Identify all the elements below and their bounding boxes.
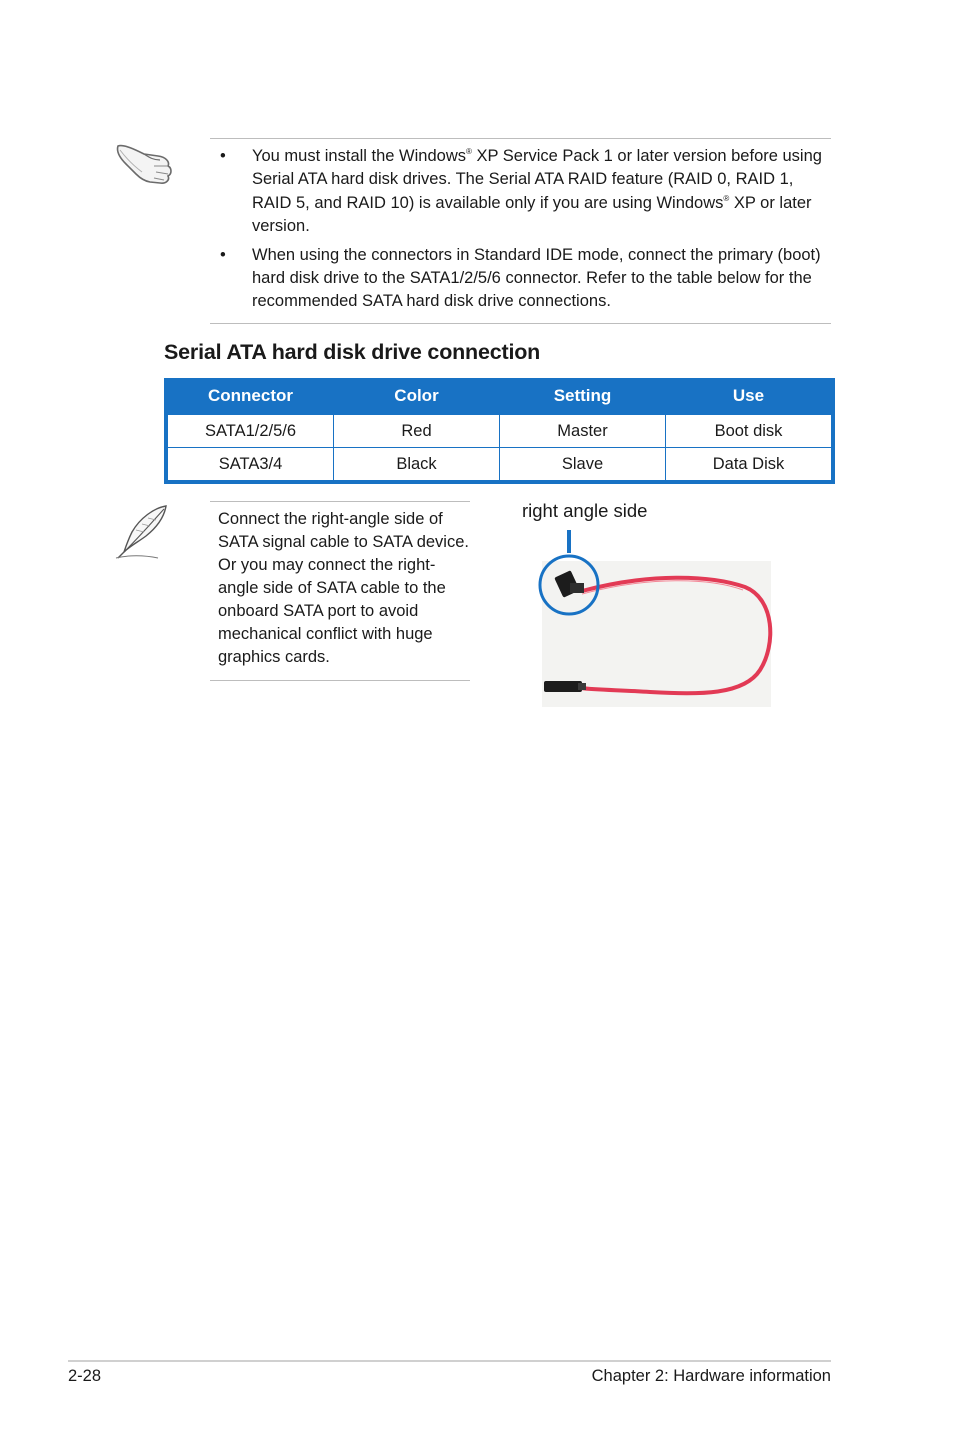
sata-connection-table [164, 378, 835, 484]
page-number: 2-28 [68, 1367, 102, 1385]
feather-pen-icon [114, 502, 174, 560]
bullet-symbol: • [220, 245, 226, 264]
header-use: Use [732, 386, 765, 405]
table-cell: SATA3/4 [168, 448, 334, 481]
table-cell: Red [334, 415, 500, 448]
table-cell: Data Disk [666, 448, 832, 481]
cable-note-text: Connect the right-angle side of SATA signal cable to SATA device. Or you may connect the right-angle side of SATA cable to the onboard SATA port to avoid mechanical conflict with huge graphics cards. [218, 510, 469, 666]
table-cell: SATA1/2/5/6 [168, 415, 334, 448]
note2-top-rule [210, 501, 470, 502]
section-heading: Serial ATA hard disk drive connection [164, 340, 541, 364]
important-note-list [210, 145, 830, 319]
table-row [168, 415, 832, 448]
header-setting: Setting [553, 386, 612, 405]
header-connector: Connector [208, 386, 293, 405]
note-bullet-1: • You must install the Windows® XP Service Pack 1 or later version before using Serial ATA hard disk drives. The Serial ATA RAID feature (RAID 0, RAID 1, RAID 5, and RAID 10) is available only if you are using Windows® XP or later version. [220, 147, 822, 236]
table-cell: Boot disk [666, 415, 832, 448]
note2-bottom-rule [210, 680, 470, 681]
table-cell: Black [334, 448, 500, 481]
chapter-title: Chapter 2: Hardware information [591, 1367, 831, 1385]
note-bullet-2: • When using the connectors in Standard IDE mode, connect the primary (boot) hard disk drive to the SATA1/2/5/6 connector. Refer to the table below for the recommended SATA hard disk drive connections. [220, 245, 821, 311]
note-top-rule [210, 138, 831, 139]
footer-rule [68, 1360, 831, 1362]
table-cell: Master [500, 415, 666, 448]
figure-label: right angle side [522, 500, 648, 521]
table-cell: Slave [500, 448, 666, 481]
header-color: Color [394, 386, 439, 405]
note-bottom-rule [210, 323, 831, 324]
pointing-hand-icon [114, 136, 180, 188]
bullet-symbol: • [220, 147, 226, 165]
sata-cable-icon [530, 525, 780, 715]
table-header-row [168, 378, 832, 415]
table-row [168, 448, 832, 481]
